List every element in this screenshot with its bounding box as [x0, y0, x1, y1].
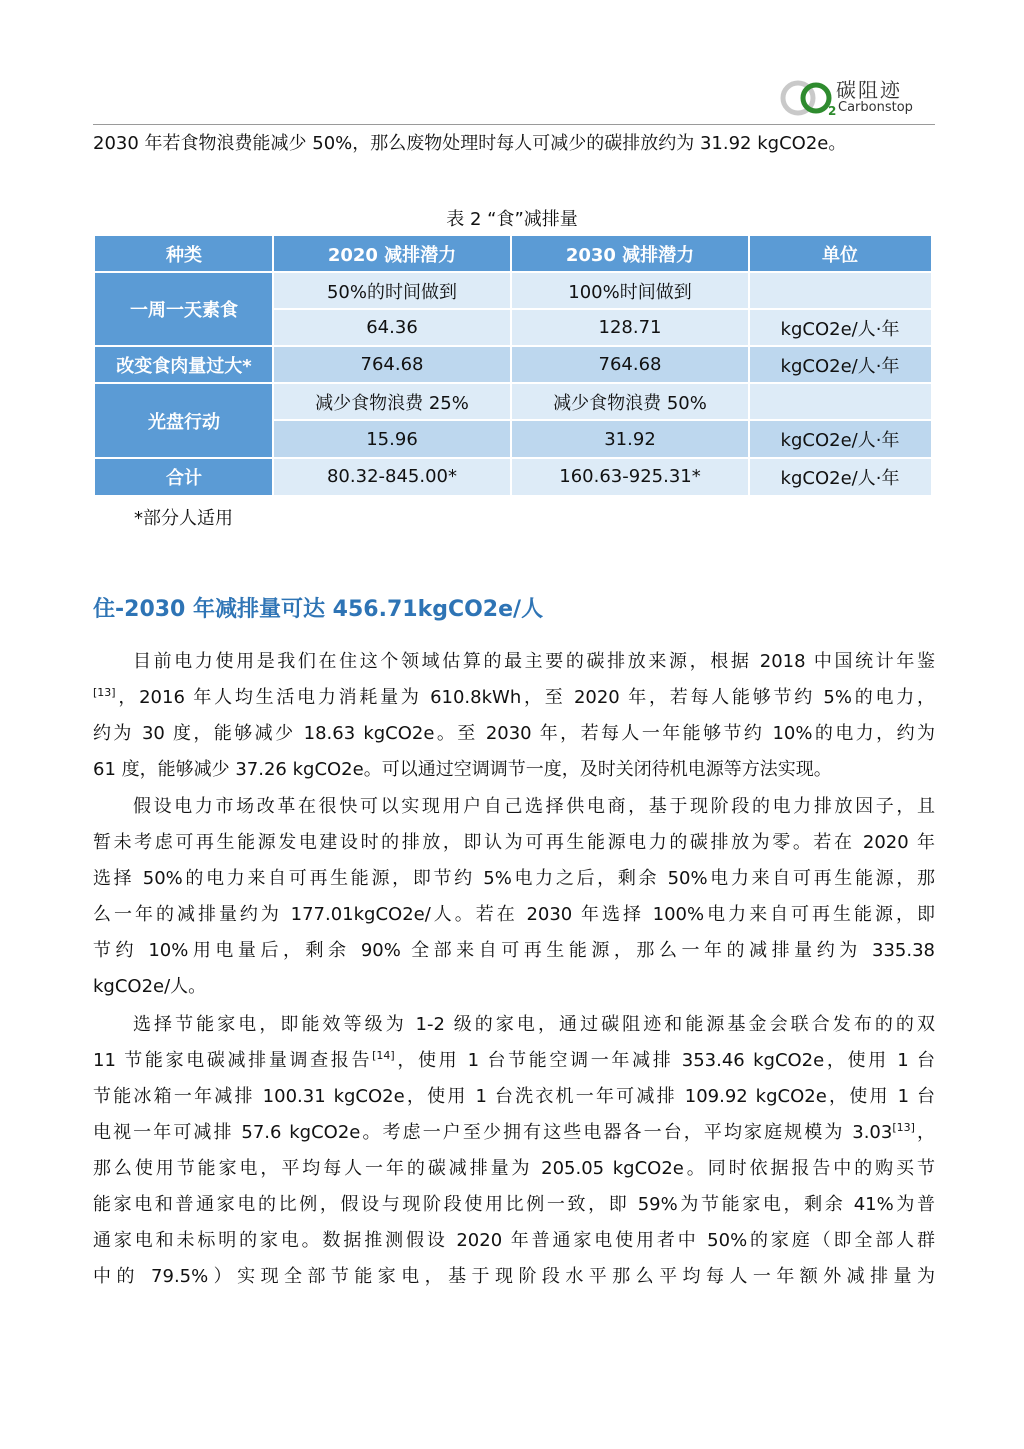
- header-divider: [93, 124, 935, 125]
- text-line: [93, 1043, 935, 1079]
- table-gridline: [273, 308, 931, 310]
- text-line: 目前电力使用是我们在住这个领域估算的最主要的碳排放来源，根据 2018 中国统计年鉴: [133, 651, 935, 672]
- text-line: 选择节能家电，即能效等级为 1-2 级的家电，通过碳阻迹和能源基金会联合发布的的双: [133, 1014, 935, 1035]
- text-line: 能家电和普通家电的比例，假设与现阶段使用比例一致，即 59%为节能家电，剩余 41%为普: [93, 1194, 935, 1215]
- table-cell: 64.36: [273, 309, 511, 346]
- text-line: 中的 79.5%）实现全部节能家电，基于现阶段水平那么平均每人一年额外减排量为: [93, 1266, 935, 1287]
- row-label-clean-plate: 光盘行动: [95, 383, 273, 458]
- text-line: 节约 10%用电量后，剩余 90% 全部来自可再生能源，那么一年的减排量约为 335.38: [93, 940, 935, 961]
- text-span: ，2016 年人均生活电力消耗量为 610.8kWh，至 2020 年，若每人能够节约 5%的电力，: [115, 687, 935, 708]
- table-cell: 764.68: [273, 346, 511, 383]
- row-label-meat: 改变食肉量过大*: [95, 346, 273, 383]
- table-cell: kgCO2e/人·年: [749, 458, 931, 495]
- table-cell: 减少食物浪费 25%: [273, 383, 511, 420]
- table-cell: [749, 383, 931, 420]
- table-cell: 15.96: [273, 420, 511, 458]
- logo-name-cn: 碳阻迹: [836, 78, 902, 102]
- row-label-vegetarian: 一周一天素食: [95, 272, 273, 346]
- carbonstop-logo: [778, 74, 938, 122]
- table-header-2030: 2030 减排潜力: [511, 236, 749, 272]
- table-cell: 80.32-845.00*: [273, 458, 511, 495]
- table-gridline: [95, 457, 931, 459]
- text-span: 电视一年可减排 57.6 kgCO2e。考虑一户至少拥有这些电器各一台，平均家庭规模为 3.03: [93, 1122, 893, 1143]
- food-reduction-table: [95, 236, 931, 495]
- text-span: ，: [914, 1122, 936, 1143]
- logo-subscript: 2: [828, 104, 837, 118]
- text-span: ，使用 1 台节能空调一年减排 353.46 kgCO2e，使用 1 台: [394, 1050, 936, 1071]
- table-header-category: 种类: [95, 236, 273, 272]
- table-header-unit: 单位: [749, 236, 931, 272]
- section-heading-housing: 住-2030 年减排量可达 456.71kgCO2e/人: [93, 597, 544, 622]
- table-cell: 128.71: [511, 309, 749, 346]
- table-cell: 100%时间做到: [511, 272, 749, 309]
- citation-ref: [13]: [892, 1121, 915, 1134]
- logo-o2-icon: [778, 74, 837, 122]
- table-gridline: [95, 345, 931, 347]
- text-line: 选择 50%的电力来自可再生能源，即节约 5%电力之后，剩余 50%电力来自可再生能源，那: [93, 868, 935, 889]
- text-line: 假设电力市场改革在很快可以实现用户自己选择供电商，基于现阶段的电力排放因子，且: [133, 796, 935, 817]
- table-caption: 表 2 “食”减排量: [446, 209, 578, 230]
- logo-name-en: Carbonstop: [838, 100, 913, 115]
- text-line: 么一年的减排量约为 177.01kgCO2e/人。若在 2030 年选择 100%电力来自可再生能源，即: [93, 904, 935, 925]
- table-header-2020: 2020 减排潜力: [273, 236, 511, 272]
- table-cell: 50%的时间做到: [273, 272, 511, 309]
- table-cell: kgCO2e/人·年: [749, 309, 931, 346]
- table-cell: 减少食物浪费 50%: [511, 383, 749, 420]
- text-line: 约为 30 度，能够减少 18.63 kgCO2e。至 2030 年，若每人一年能够节约 10%的电力，约为: [93, 723, 935, 744]
- text-line: 暂未考虑可再生能源发电建设时的排放，即认为可再生能源电力的碳排放为零。若在 2020 年: [93, 832, 935, 853]
- table-cell: 31.92: [511, 420, 749, 458]
- citation-ref: [13]: [93, 686, 116, 699]
- table-gridline: [273, 419, 931, 421]
- table-cell: 160.63-925.31*: [511, 458, 749, 495]
- text-span: 11 节能家电碳减排量调查报告: [93, 1050, 373, 1071]
- text-line: 那么使用节能家电，平均每人一年的碳减排量为 205.05 kgCO2e。同时依据报告中的购买节: [93, 1158, 935, 1179]
- citation-ref: [14]: [372, 1049, 395, 1062]
- table-gridline: [95, 271, 931, 273]
- table-cell: 764.68: [511, 346, 749, 383]
- table-gridline: [95, 382, 931, 384]
- text-line: 节能冰箱一年减排 100.31 kgCO2e，使用 1 台洗衣机一年可减排 109.92 kgCO2e，使用 1 台: [93, 1086, 935, 1107]
- table-cell: kgCO2e/人·年: [749, 346, 931, 383]
- row-label-total: 合计: [95, 458, 273, 495]
- table-cell: [749, 272, 931, 309]
- text-line: [93, 680, 935, 716]
- text-line: 61 度，能够减少 37.26 kgCO2e。可以通过空调调节一度，及时关闭待机电源等方法实现。: [93, 759, 832, 780]
- table-footnote: *部分人适用: [134, 508, 233, 529]
- intro-line: 2030 年若食物浪费能减少 50%，那么废物处理时每人可减少的碳排放约为 31.92 kgCO2e。: [93, 133, 847, 154]
- text-line: kgCO2e/人。: [93, 976, 207, 997]
- text-line: [93, 1115, 935, 1151]
- text-line: 通家电和未标明的家电。数据推测假设 2020 年普通家电使用者中 50%的家庭（即全部人群: [93, 1230, 935, 1251]
- table-cell: kgCO2e/人·年: [749, 420, 931, 458]
